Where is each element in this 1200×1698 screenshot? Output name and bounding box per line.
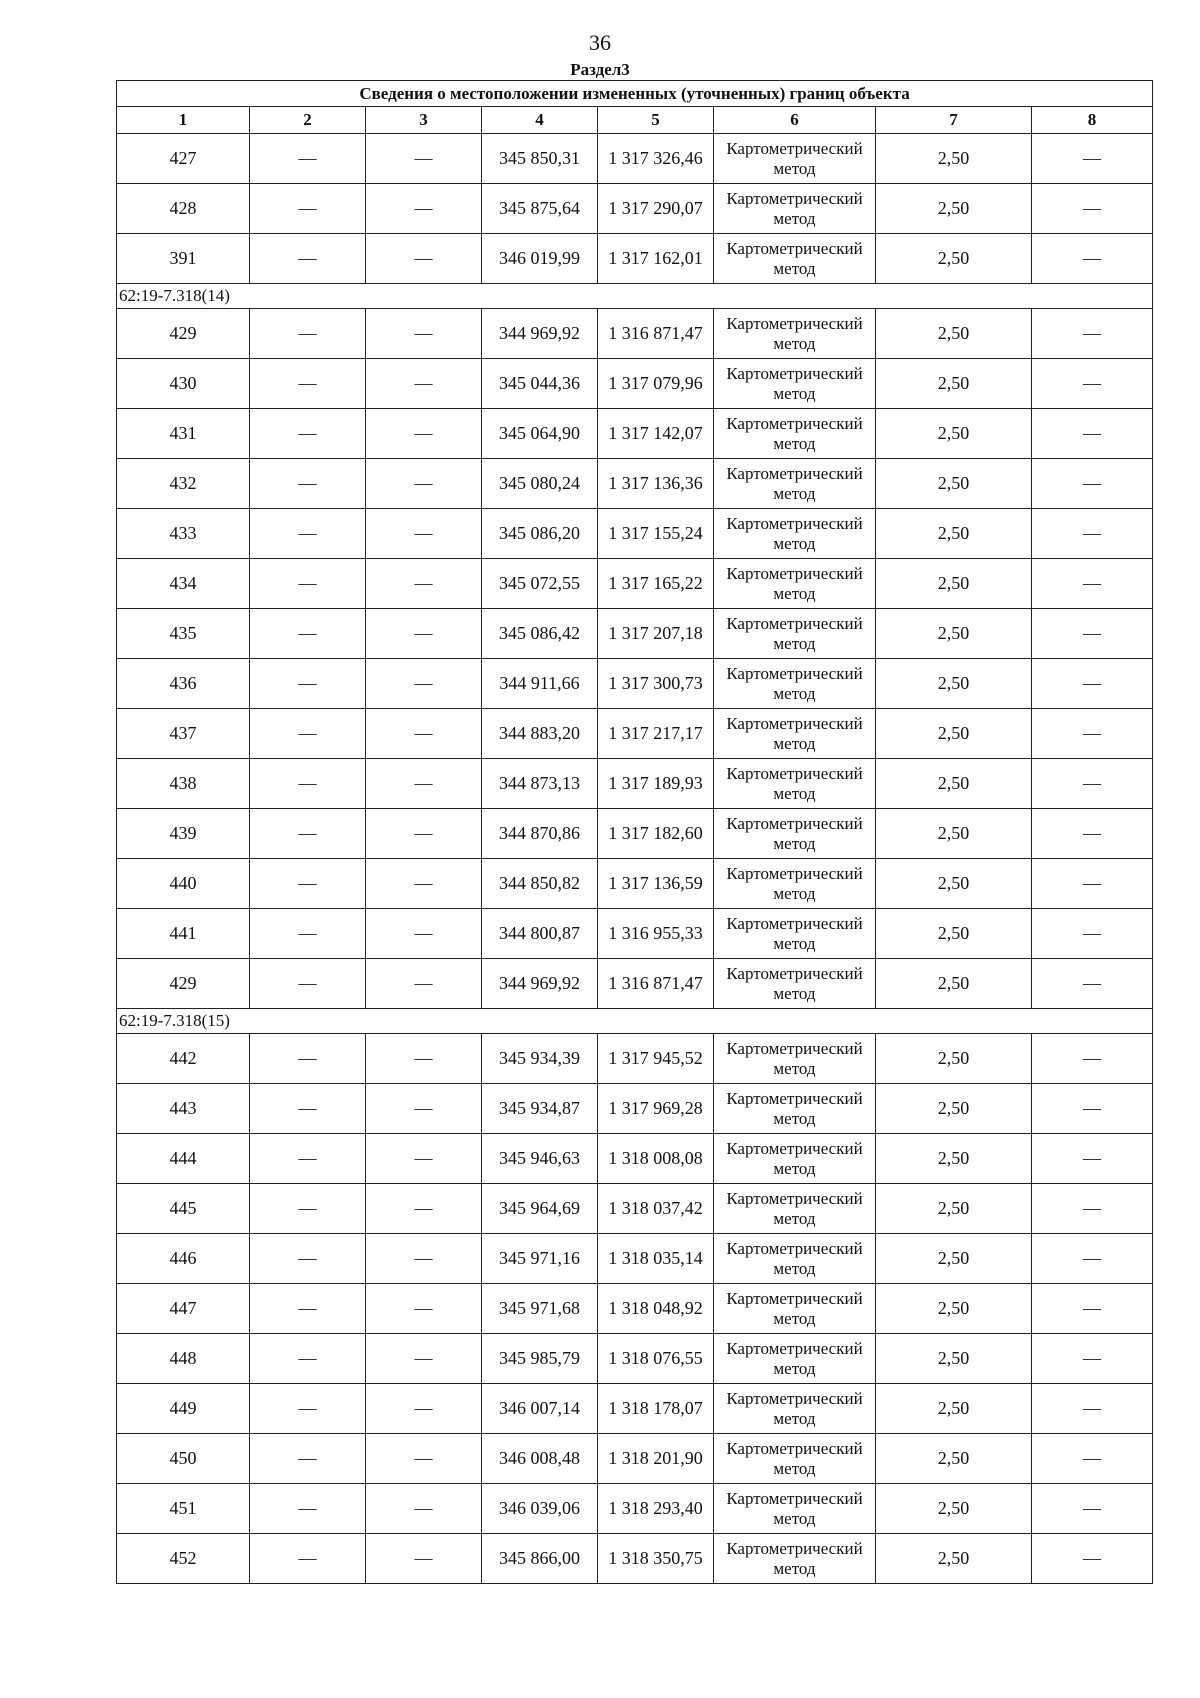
y-coordinate-cell: 1 318 048,92 [598,1284,714,1334]
x-coordinate-cell: 345 044,36 [482,359,598,409]
accuracy-cell: 2,50 [876,509,1032,559]
point-number-cell: 433 [117,509,250,559]
boundary-coordinates-table [116,80,1153,1584]
x-coordinate-cell: 344 850,82 [482,859,598,909]
table-row [117,1034,1153,1084]
y-coordinate-cell: 1 317 079,96 [598,359,714,409]
col8-cell: — [1032,1034,1153,1084]
y-coordinate-cell: 1 317 182,60 [598,809,714,859]
y-coordinate-cell: 1 318 178,07 [598,1384,714,1434]
table-row [117,359,1153,409]
method-cell: Картометрический метод [714,359,876,409]
y-coordinate-cell: 1 317 969,28 [598,1084,714,1134]
col2-cell: — [250,234,366,284]
accuracy-cell: 2,50 [876,1184,1032,1234]
column-header: 4 [482,107,598,134]
accuracy-cell: 2,50 [876,1084,1032,1134]
col2-cell: — [250,1384,366,1434]
point-number-cell: 430 [117,359,250,409]
col3-cell: — [366,709,482,759]
y-coordinate-cell: 1 318 201,90 [598,1434,714,1484]
x-coordinate-cell: 345 946,63 [482,1134,598,1184]
y-coordinate-cell: 1 316 871,47 [598,309,714,359]
x-coordinate-cell: 346 008,48 [482,1434,598,1484]
table-row [117,959,1153,1009]
col3-cell: — [366,959,482,1009]
point-number-cell: 445 [117,1184,250,1234]
method-cell: Картометрический метод [714,1034,876,1084]
y-coordinate-cell: 1 317 207,18 [598,609,714,659]
y-coordinate-cell: 1 317 165,22 [598,559,714,609]
col8-cell: — [1032,1184,1153,1234]
col3-cell: — [366,1184,482,1234]
col8-cell: — [1032,459,1153,509]
col3-cell: — [366,234,482,284]
col3-cell: — [366,1434,482,1484]
col3-cell: — [366,559,482,609]
table-row [117,1084,1153,1134]
point-number-cell: 429 [117,959,250,1009]
method-cell: Картометрический метод [714,759,876,809]
col8-cell: — [1032,959,1153,1009]
col2-cell: — [250,409,366,459]
col3-cell: — [366,309,482,359]
method-cell: Картометрический метод [714,609,876,659]
col2-cell: — [250,1184,366,1234]
table-row [117,459,1153,509]
col8-cell: — [1032,1484,1153,1534]
point-number-cell: 450 [117,1434,250,1484]
y-coordinate-cell: 1 317 217,17 [598,709,714,759]
accuracy-cell: 2,50 [876,1384,1032,1434]
x-coordinate-cell: 345 080,24 [482,459,598,509]
col8-cell: — [1032,1384,1153,1434]
col2-cell: — [250,1434,366,1484]
y-coordinate-cell: 1 318 350,75 [598,1534,714,1584]
page-number: 36 [589,30,611,55]
col2-cell: — [250,959,366,1009]
column-header-row [117,107,1153,134]
accuracy-cell: 2,50 [876,1284,1032,1334]
col8-cell: — [1032,1334,1153,1384]
accuracy-cell: 2,50 [876,459,1032,509]
col3-cell: — [366,1034,482,1084]
col8-cell: — [1032,709,1153,759]
y-coordinate-cell: 1 318 037,42 [598,1184,714,1234]
col8-cell: — [1032,1084,1153,1134]
method-cell: Картометрический метод [714,459,876,509]
table-body [117,134,1153,1584]
point-number-cell: 452 [117,1534,250,1584]
accuracy-cell: 2,50 [876,1034,1032,1084]
accuracy-cell: 2,50 [876,1234,1032,1284]
col2-cell: — [250,1084,366,1134]
col8-cell: — [1032,409,1153,459]
method-cell: Картометрический метод [714,959,876,1009]
accuracy-cell: 2,50 [876,409,1032,459]
point-number-cell: 440 [117,859,250,909]
y-coordinate-cell: 1 317 136,36 [598,459,714,509]
point-number-cell: 439 [117,809,250,859]
parcel-header-row [117,1009,1153,1034]
col2-cell: — [250,1284,366,1334]
col3-cell: — [366,409,482,459]
method-cell: Картометрический метод [714,1184,876,1234]
table-row [117,559,1153,609]
x-coordinate-cell: 345 086,42 [482,609,598,659]
accuracy-cell: 2,50 [876,709,1032,759]
col2-cell: — [250,1234,366,1284]
point-number-cell: 391 [117,234,250,284]
column-header: 6 [714,107,876,134]
col3-cell: — [366,1534,482,1584]
col8-cell: — [1032,1134,1153,1184]
col2-cell: — [250,1484,366,1534]
x-coordinate-cell: 345 064,90 [482,409,598,459]
x-coordinate-cell: 345 971,16 [482,1234,598,1284]
y-coordinate-cell: 1 316 871,47 [598,959,714,1009]
accuracy-cell: 2,50 [876,809,1032,859]
col2-cell: — [250,609,366,659]
y-coordinate-cell: 1 317 155,24 [598,509,714,559]
col2-cell: — [250,1334,366,1384]
col8-cell: — [1032,859,1153,909]
accuracy-cell: 2,50 [876,909,1032,959]
col3-cell: — [366,509,482,559]
point-number-cell: 434 [117,559,250,609]
point-number-cell: 449 [117,1384,250,1434]
table-row [117,1234,1153,1284]
table-row [117,709,1153,759]
method-cell: Картометрический метод [714,1134,876,1184]
accuracy-cell: 2,50 [876,184,1032,234]
col8-cell: — [1032,809,1153,859]
table-row [117,1134,1153,1184]
col3-cell: — [366,859,482,909]
x-coordinate-cell: 344 870,86 [482,809,598,859]
col3-cell: — [366,1284,482,1334]
col2-cell: — [250,759,366,809]
y-coordinate-cell: 1 317 290,07 [598,184,714,234]
accuracy-cell: 2,50 [876,959,1032,1009]
col2-cell: — [250,659,366,709]
col2-cell: — [250,184,366,234]
col8-cell: — [1032,559,1153,609]
y-coordinate-cell: 1 316 955,33 [598,909,714,959]
parcel-label: 62:19-7.318(15) [117,1009,1153,1034]
x-coordinate-cell: 344 969,92 [482,309,598,359]
col3-cell: — [366,609,482,659]
table-row [117,809,1153,859]
method-cell: Картометрический метод [714,409,876,459]
y-coordinate-cell: 1 317 136,59 [598,859,714,909]
method-cell: Картометрический метод [714,559,876,609]
col8-cell: — [1032,1534,1153,1584]
col3-cell: — [366,1334,482,1384]
x-coordinate-cell: 346 019,99 [482,234,598,284]
table-caption: Сведения о местоположении измененных (уточненных) границ объекта [117,81,1153,107]
y-coordinate-cell: 1 317 300,73 [598,659,714,709]
col3-cell: — [366,1134,482,1184]
col8-cell: — [1032,134,1153,184]
y-coordinate-cell: 1 317 142,07 [598,409,714,459]
table-row [117,509,1153,559]
accuracy-cell: 2,50 [876,134,1032,184]
y-coordinate-cell: 1 317 326,46 [598,134,714,184]
table-caption-row [117,81,1153,107]
table-row [117,859,1153,909]
col8-cell: — [1032,234,1153,284]
col2-cell: — [250,459,366,509]
x-coordinate-cell: 345 086,20 [482,509,598,559]
y-coordinate-cell: 1 318 076,55 [598,1334,714,1384]
accuracy-cell: 2,50 [876,859,1032,909]
table-row [117,409,1153,459]
column-header: 5 [598,107,714,134]
col2-cell: — [250,909,366,959]
col2-cell: — [250,809,366,859]
point-number-cell: 446 [117,1234,250,1284]
parcel-header-row [117,284,1153,309]
col3-cell: — [366,134,482,184]
point-number-cell: 427 [117,134,250,184]
col3-cell: — [366,909,482,959]
accuracy-cell: 2,50 [876,659,1032,709]
method-cell: Картометрический метод [714,1334,876,1384]
y-coordinate-cell: 1 317 189,93 [598,759,714,809]
method-cell: Картометрический метод [714,184,876,234]
column-header: 3 [366,107,482,134]
point-number-cell: 437 [117,709,250,759]
col2-cell: — [250,709,366,759]
col2-cell: — [250,1534,366,1584]
method-cell: Картометрический метод [714,1534,876,1584]
point-number-cell: 438 [117,759,250,809]
x-coordinate-cell: 345 964,69 [482,1184,598,1234]
point-number-cell: 436 [117,659,250,709]
method-cell: Картометрический метод [714,509,876,559]
col3-cell: — [366,184,482,234]
col2-cell: — [250,509,366,559]
point-number-cell: 435 [117,609,250,659]
x-coordinate-cell: 345 985,79 [482,1334,598,1384]
col8-cell: — [1032,759,1153,809]
method-cell: Картометрический метод [714,134,876,184]
section-title: Раздел3 [570,60,630,79]
table-row [117,609,1153,659]
method-cell: Картометрический метод [714,809,876,859]
col8-cell: — [1032,359,1153,409]
accuracy-cell: 2,50 [876,359,1032,409]
col8-cell: — [1032,309,1153,359]
col3-cell: — [366,459,482,509]
method-cell: Картометрический метод [714,234,876,284]
method-cell: Картометрический метод [714,1484,876,1534]
point-number-cell: 451 [117,1484,250,1534]
method-cell: Картометрический метод [714,1384,876,1434]
point-number-cell: 441 [117,909,250,959]
table-row [117,134,1153,184]
table-row [117,1184,1153,1234]
y-coordinate-cell: 1 318 008,08 [598,1134,714,1184]
accuracy-cell: 2,50 [876,1484,1032,1534]
table-row [117,909,1153,959]
point-number-cell: 431 [117,409,250,459]
table-row [117,659,1153,709]
accuracy-cell: 2,50 [876,759,1032,809]
column-header: 8 [1032,107,1153,134]
method-cell: Картометрический метод [714,309,876,359]
x-coordinate-cell: 346 007,14 [482,1384,598,1434]
x-coordinate-cell: 346 039,06 [482,1484,598,1534]
point-number-cell: 448 [117,1334,250,1384]
method-cell: Картометрический метод [714,659,876,709]
accuracy-cell: 2,50 [876,1434,1032,1484]
table-row [117,1434,1153,1484]
col3-cell: — [366,759,482,809]
x-coordinate-cell: 344 911,66 [482,659,598,709]
x-coordinate-cell: 344 800,87 [482,909,598,959]
col2-cell: — [250,859,366,909]
col3-cell: — [366,809,482,859]
table-row [117,759,1153,809]
col8-cell: — [1032,184,1153,234]
col2-cell: — [250,1134,366,1184]
table-row [117,1384,1153,1434]
point-number-cell: 442 [117,1034,250,1084]
col3-cell: — [366,1484,482,1534]
col2-cell: — [250,359,366,409]
col8-cell: — [1032,1434,1153,1484]
point-number-cell: 429 [117,309,250,359]
accuracy-cell: 2,50 [876,1334,1032,1384]
method-cell: Картометрический метод [714,1234,876,1284]
col8-cell: — [1032,909,1153,959]
column-header: 1 [117,107,250,134]
table-row [117,1484,1153,1534]
method-cell: Картометрический метод [714,1284,876,1334]
method-cell: Картометрический метод [714,859,876,909]
table-row [117,184,1153,234]
col2-cell: — [250,1034,366,1084]
y-coordinate-cell: 1 317 945,52 [598,1034,714,1084]
col2-cell: — [250,134,366,184]
x-coordinate-cell: 344 969,92 [482,959,598,1009]
accuracy-cell: 2,50 [876,309,1032,359]
parcel-label: 62:19-7.318(14) [117,284,1153,309]
table-row [117,1534,1153,1584]
x-coordinate-cell: 344 883,20 [482,709,598,759]
point-number-cell: 443 [117,1084,250,1134]
x-coordinate-cell: 345 850,31 [482,134,598,184]
accuracy-cell: 2,50 [876,609,1032,659]
method-cell: Картометрический метод [714,709,876,759]
col3-cell: — [366,659,482,709]
point-number-cell: 428 [117,184,250,234]
method-cell: Картометрический метод [714,1434,876,1484]
point-number-cell: 444 [117,1134,250,1184]
method-cell: Картометрический метод [714,1084,876,1134]
y-coordinate-cell: 1 318 035,14 [598,1234,714,1284]
method-cell: Картометрический метод [714,909,876,959]
col8-cell: — [1032,509,1153,559]
accuracy-cell: 2,50 [876,1134,1032,1184]
x-coordinate-cell: 345 866,00 [482,1534,598,1584]
x-coordinate-cell: 345 934,39 [482,1034,598,1084]
point-number-cell: 447 [117,1284,250,1334]
col2-cell: — [250,309,366,359]
col3-cell: — [366,1234,482,1284]
col3-cell: — [366,1084,482,1134]
accuracy-cell: 2,50 [876,234,1032,284]
table-row [117,309,1153,359]
col2-cell: — [250,559,366,609]
x-coordinate-cell: 345 934,87 [482,1084,598,1134]
point-number-cell: 432 [117,459,250,509]
y-coordinate-cell: 1 318 293,40 [598,1484,714,1534]
accuracy-cell: 2,50 [876,559,1032,609]
y-coordinate-cell: 1 317 162,01 [598,234,714,284]
accuracy-cell: 2,50 [876,1534,1032,1584]
table-row [117,234,1153,284]
col8-cell: — [1032,1234,1153,1284]
x-coordinate-cell: 345 971,68 [482,1284,598,1334]
x-coordinate-cell: 345 875,64 [482,184,598,234]
col3-cell: — [366,1384,482,1434]
column-header: 2 [250,107,366,134]
x-coordinate-cell: 344 873,13 [482,759,598,809]
column-header: 7 [876,107,1032,134]
col8-cell: — [1032,1284,1153,1334]
col8-cell: — [1032,609,1153,659]
x-coordinate-cell: 345 072,55 [482,559,598,609]
table-row [117,1284,1153,1334]
col3-cell: — [366,359,482,409]
col8-cell: — [1032,659,1153,709]
table-row [117,1334,1153,1384]
